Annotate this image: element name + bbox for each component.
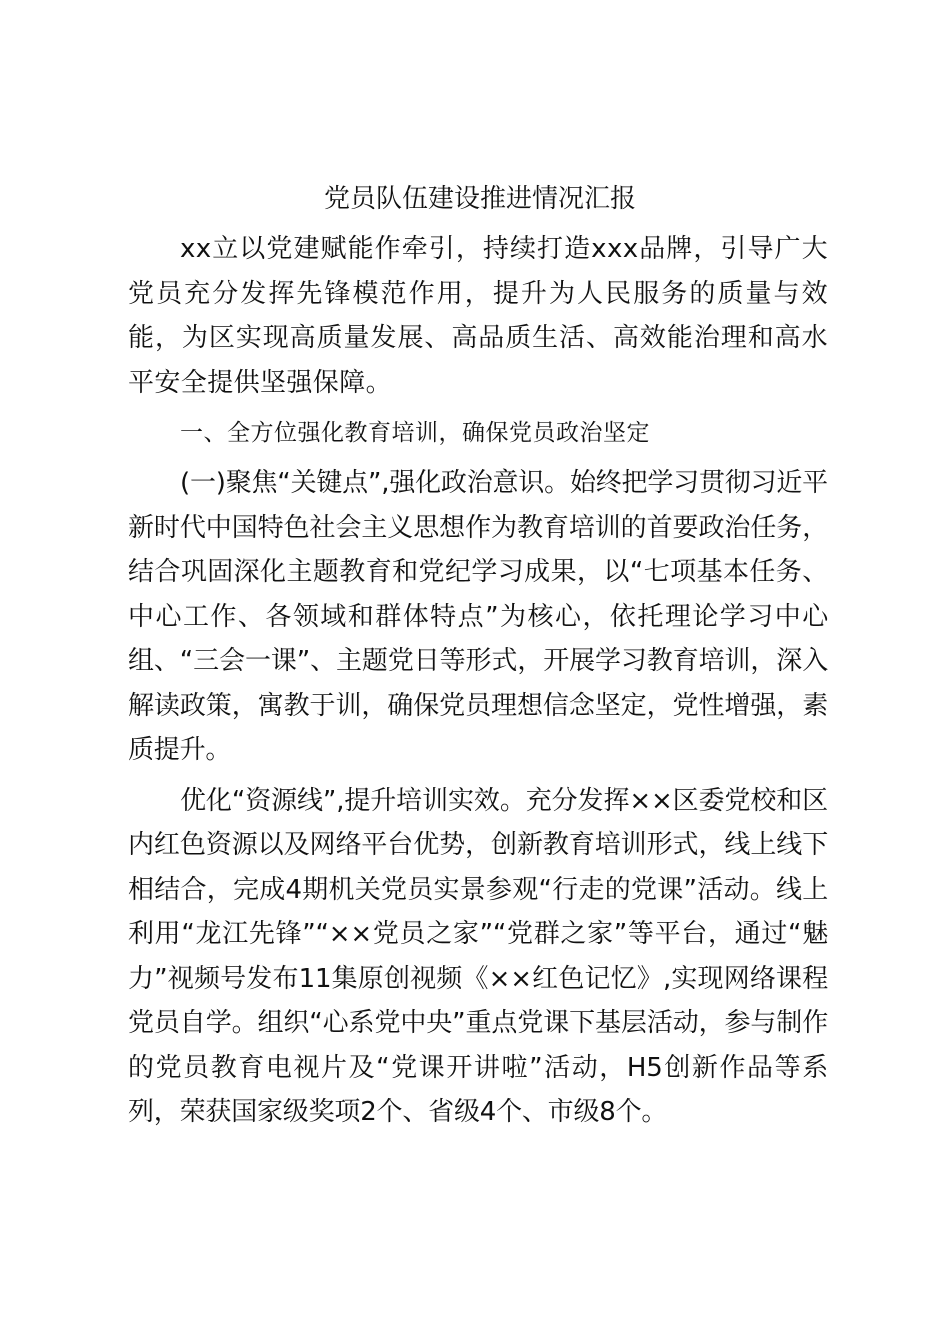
intro-paragraph: xx立以党建赋能作牵引，持续打造xxx品牌，引导广大党员充分发挥先锋模范作用，提升为人民服务的质量与效能，为区实现高质量发展、高品质生活、高效能治理和高水平安全提供坚强保障。 <box>128 234 828 398</box>
document-title: 党员队伍建设推进情况汇报 <box>323 184 636 214</box>
subsection-paragraph-2: 优化“资源线”,提升培训实效。充分发挥××区委党校和区内红色资源以及网络平台优势，创新教育培训形式，线上线下相结合，完成4期机关党员实景参观“行走的党课”活动。线上利用“龙江先锋”“××党员之家”“党群之家”等平台，通过“魅力”视频号发布11集原创视频《××红色记忆》,实现网络课程党员自学。组织“心系党中央”重点党课下基层活动，参与制作的党员教育电视片及“党课开讲啦”活动，H5创新作品等系列，荣获国家级奖项2个、省级4个、市级8个。 <box>128 785 828 1127</box>
subsection-paragraph-1: (一)聚焦“关键点”,强化政治意识。始终把学习贯彻习近平新时代中国特色社会主义思想作为教育培训的首要政治任务，结合巩固深化主题教育和党纪学习成果，以“七项基本任务、中心工作、各领域和群体特点”为核心，依托理论学习中心组、“三会一课”、主题党日等形式，开展学习教育培训，深入解读政策，寓教于训，确保党员理想信念坚定，党性增强，素质提升。 <box>128 468 828 765</box>
document-body <box>128 177 828 1135</box>
section-heading-1: 一、全方位强化教育培训，确保党员政治坚定 <box>180 420 650 446</box>
